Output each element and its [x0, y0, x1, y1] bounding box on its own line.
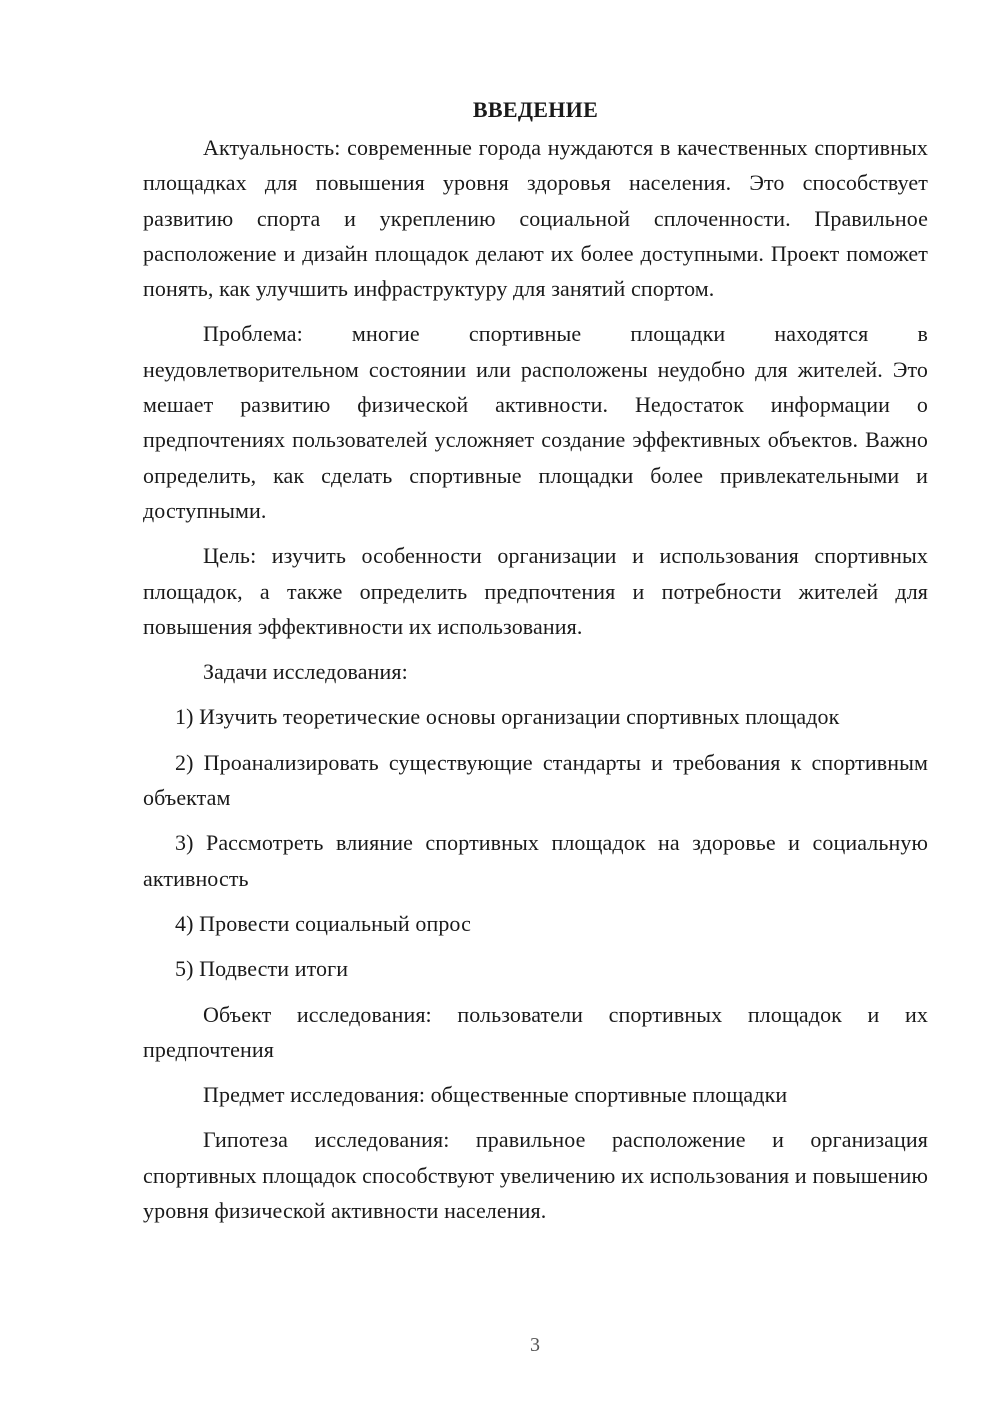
- task-item-4: 4) Провести социальный опрос: [175, 910, 471, 936]
- hypothesis-paragraph: Гипотеза исследования: правильное расположение и организация спортивных площадок способствуют увеличению их использования и повышению уровня физической активности населения.: [143, 1127, 928, 1224]
- subject-paragraph: Предмет исследования: общественные спортивные площадки: [203, 1082, 788, 1108]
- page-number: 3: [530, 1334, 540, 1356]
- task-item-1: 1) Изучить теоретические основы организации спортивных площадок: [175, 704, 840, 730]
- problem-paragraph: Проблема: многие спортивные площадки находятся в неудовлетворительном состоянии или расположены неудобно для жителей. Это мешает развитию физической активности. Недостаток информации о предпочтениях пользователей усложняет создание эффективных объектов. Важно определить, как сделать спортивные площадки более привлекательными и доступными.: [143, 321, 928, 523]
- section-title: ВВЕДЕНИЕ: [472, 97, 599, 122]
- document-page: [143, 92, 928, 1238]
- tasks-heading: Задачи исследования:: [203, 659, 408, 685]
- object-paragraph: Объект исследования: пользователи спортивных площадок и их предпочтения: [143, 1001, 928, 1062]
- task-item-3: 3) Рассмотреть влияние спортивных площадок на здоровье и социальную активность: [143, 830, 928, 891]
- relevance-paragraph: Актуальность: современные города нуждаются в качественных спортивных площадках для повышения уровня здоровья населения. Это способствует развитию спорта и укреплению социальной сплоченности. Правильное расположение и дизайн площадок делают их более доступными. Проект поможет понять, как улучшить инфраструктуру для занятий спортом.: [143, 135, 928, 302]
- task-item-2: 2) Проанализировать существующие стандарты и требования к спортивным объектам: [143, 749, 928, 811]
- goal-paragraph: Цель: изучить особенности организации и использования спортивных площадок, а также определить предпочтения и потребности жителей для повышения эффективности их использования.: [143, 543, 928, 639]
- task-item-5: 5) Подвести итоги: [175, 956, 349, 982]
